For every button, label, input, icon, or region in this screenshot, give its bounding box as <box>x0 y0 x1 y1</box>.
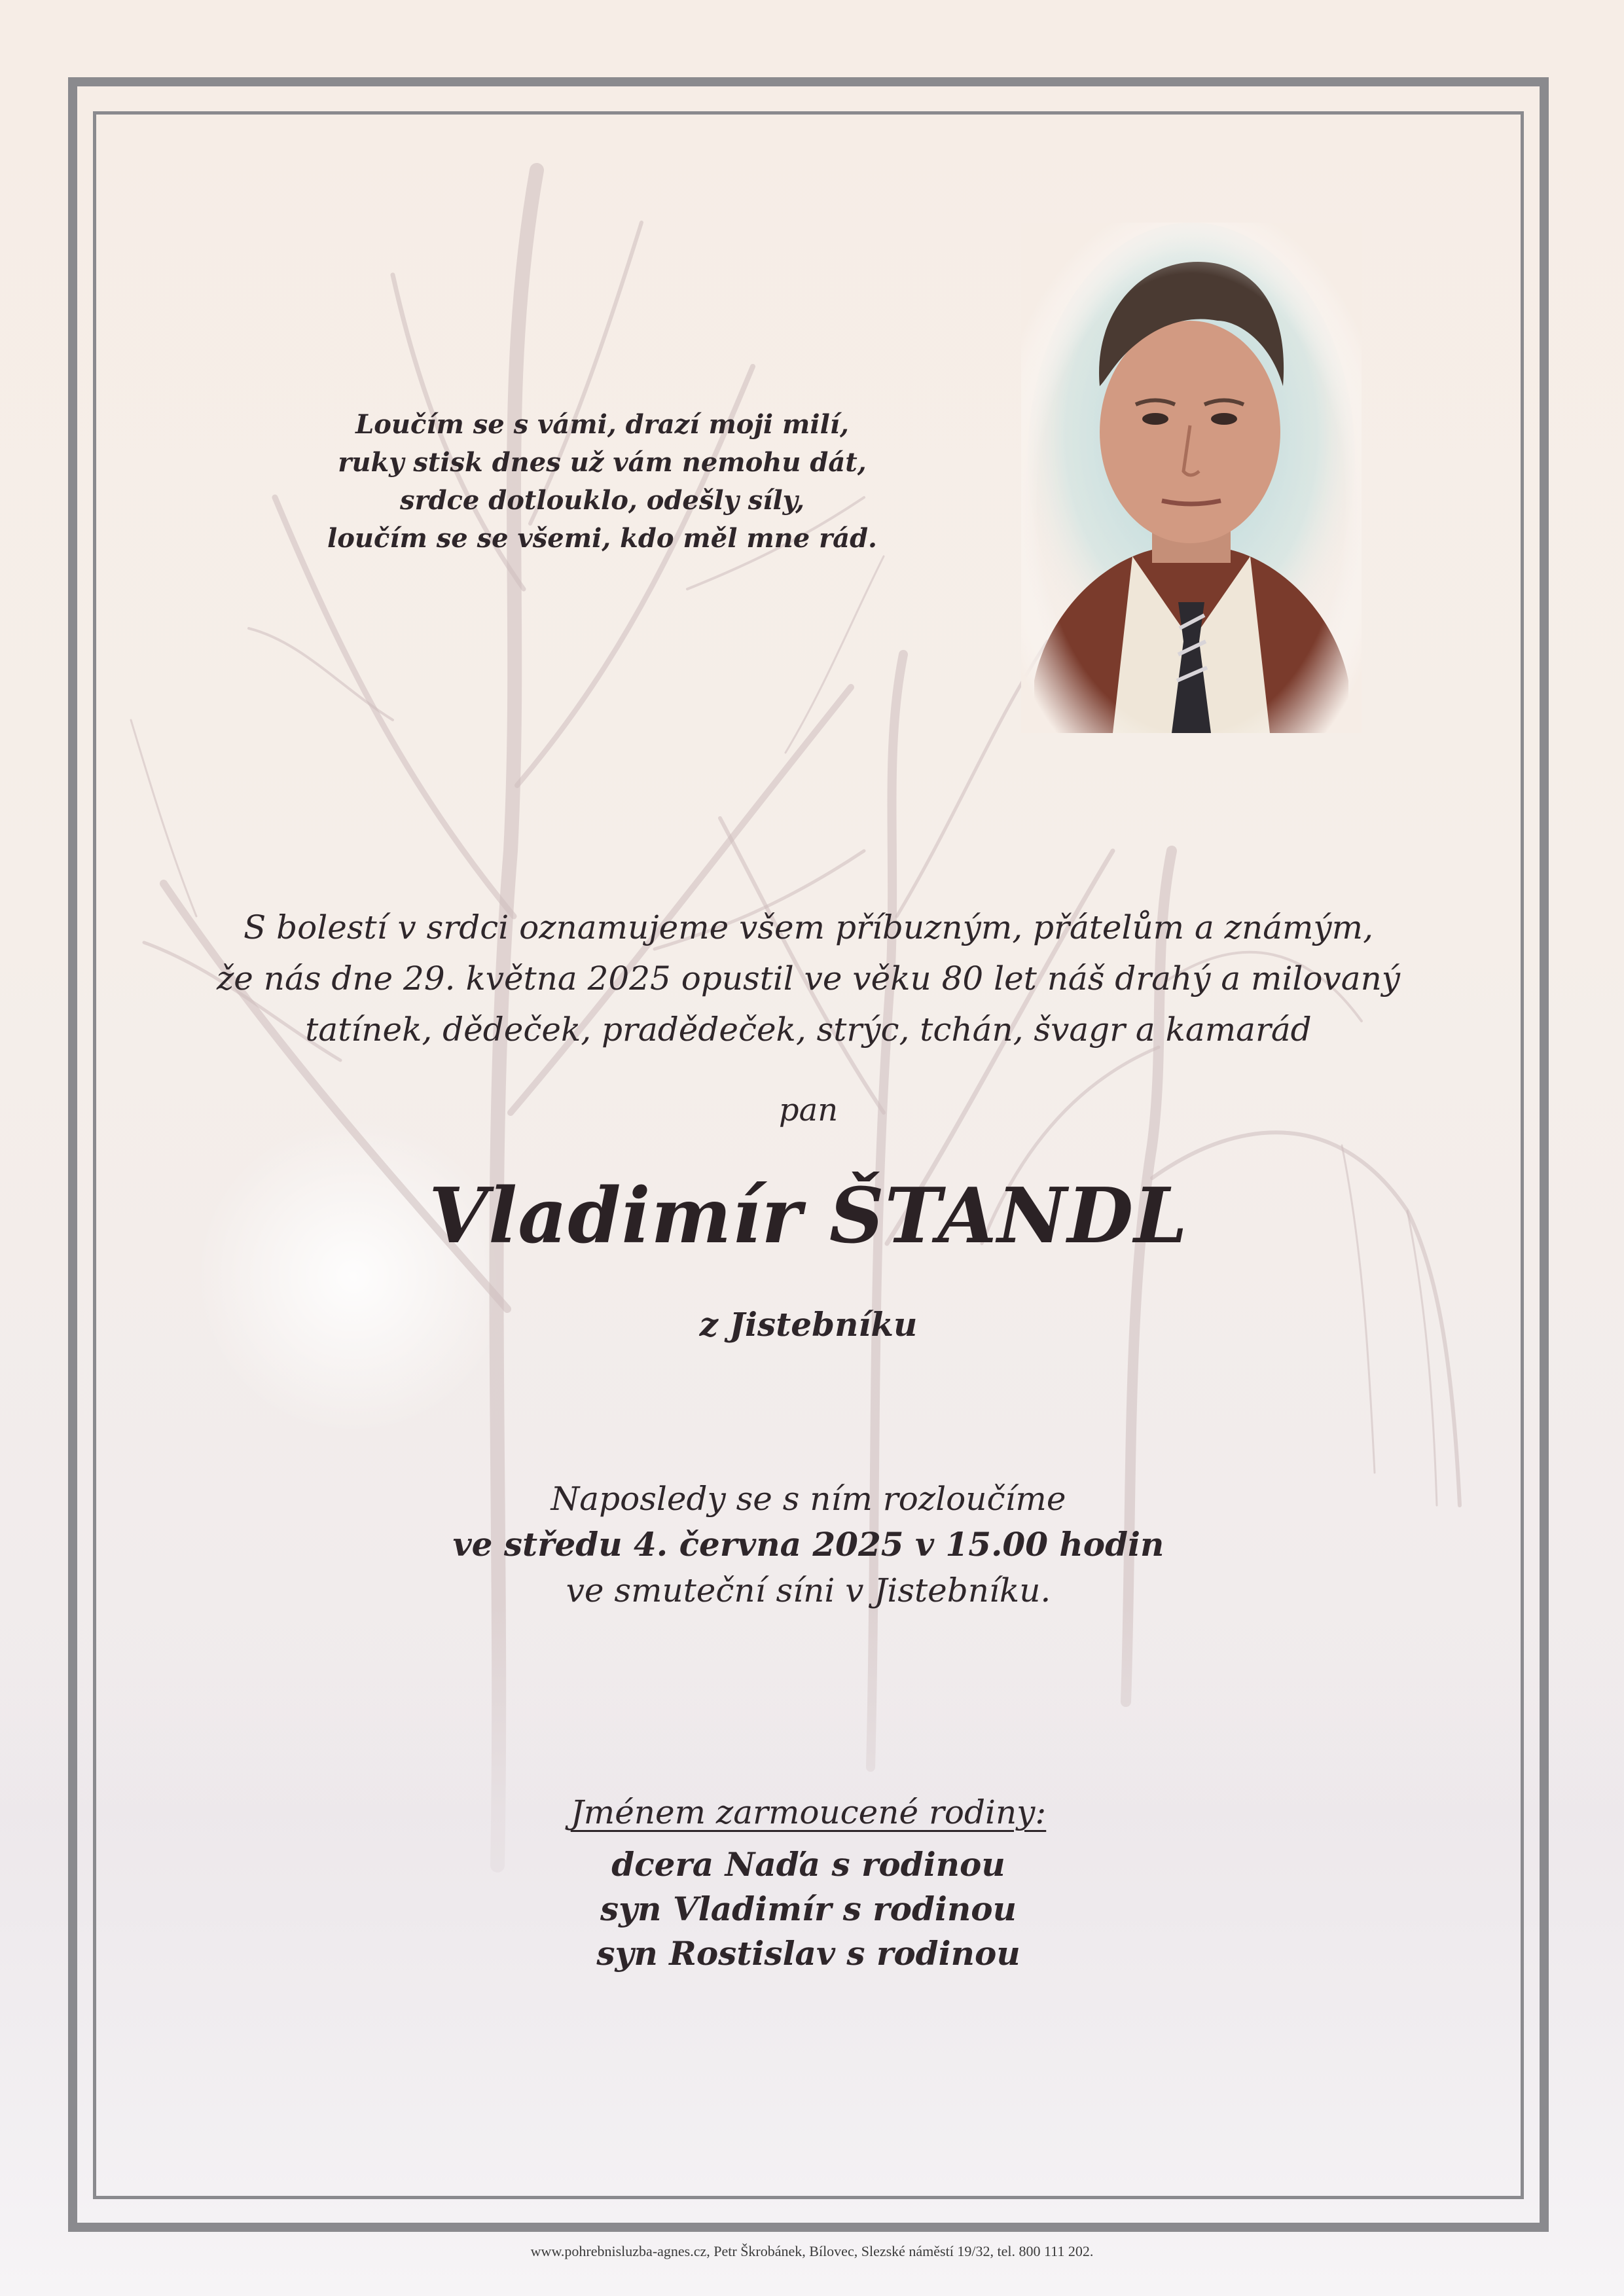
honorific: pan <box>778 1092 839 1128</box>
family-member: syn Rostislav s rodinou <box>596 1934 1020 1973</box>
family-member: syn Vladimír s rodinou <box>600 1890 1017 1928</box>
funeral-details <box>93 1476 1524 1613</box>
poem-line: srdce dotlouklo, odešly síly, <box>399 485 805 516</box>
family-heading <box>93 1793 1524 1831</box>
poem-line: Loučím se s vámi, drazí moji milí, <box>355 409 849 440</box>
poem-line: loučím se se všemi, kdo měl mne rád. <box>327 523 877 554</box>
poem-line: ruky stisk dnes už vám nemohu dát, <box>338 447 867 478</box>
funeral-place: ve smuteční síni v Jistebníku. <box>566 1571 1051 1609</box>
deceased-name: Vladimír ŠTANDL <box>429 1172 1188 1261</box>
announcement-line: S bolestí v srdci oznamujeme všem příbuzným, přátelům a známým, <box>244 908 1373 946</box>
family-member: dcera Naďa s rodinou <box>611 1845 1005 1884</box>
announcement-line: že nás dne 29. května 2025 opustil ve věku 80 let náš drahý a milovaný <box>216 960 1401 997</box>
farewell-poem <box>196 406 1008 558</box>
portrait-photo <box>1021 223 1362 733</box>
origin: z Jistebníku <box>699 1305 918 1344</box>
family-list <box>93 1842 1524 1976</box>
funeral-service-footer: www.pohrebnisluzba-agnes.cz, Petr Škrobánek, Bílovec, Slezské náměstí 19/32, tel. 800 111 202. <box>530 2243 1094 2259</box>
death-announcement <box>93 902 1524 1055</box>
funeral-datetime: ve středu 4. června 2025 v 15.00 hodin <box>452 1525 1164 1564</box>
announcement-line: tatínek, dědeček, pradědeček, strýc, tchán, švagr a kamarád <box>305 1011 1312 1049</box>
family-heading-text: Jménem zarmoucené rodiny: <box>570 1793 1047 1831</box>
funeral-intro: Naposledy se s ním rozloučíme <box>550 1480 1066 1518</box>
